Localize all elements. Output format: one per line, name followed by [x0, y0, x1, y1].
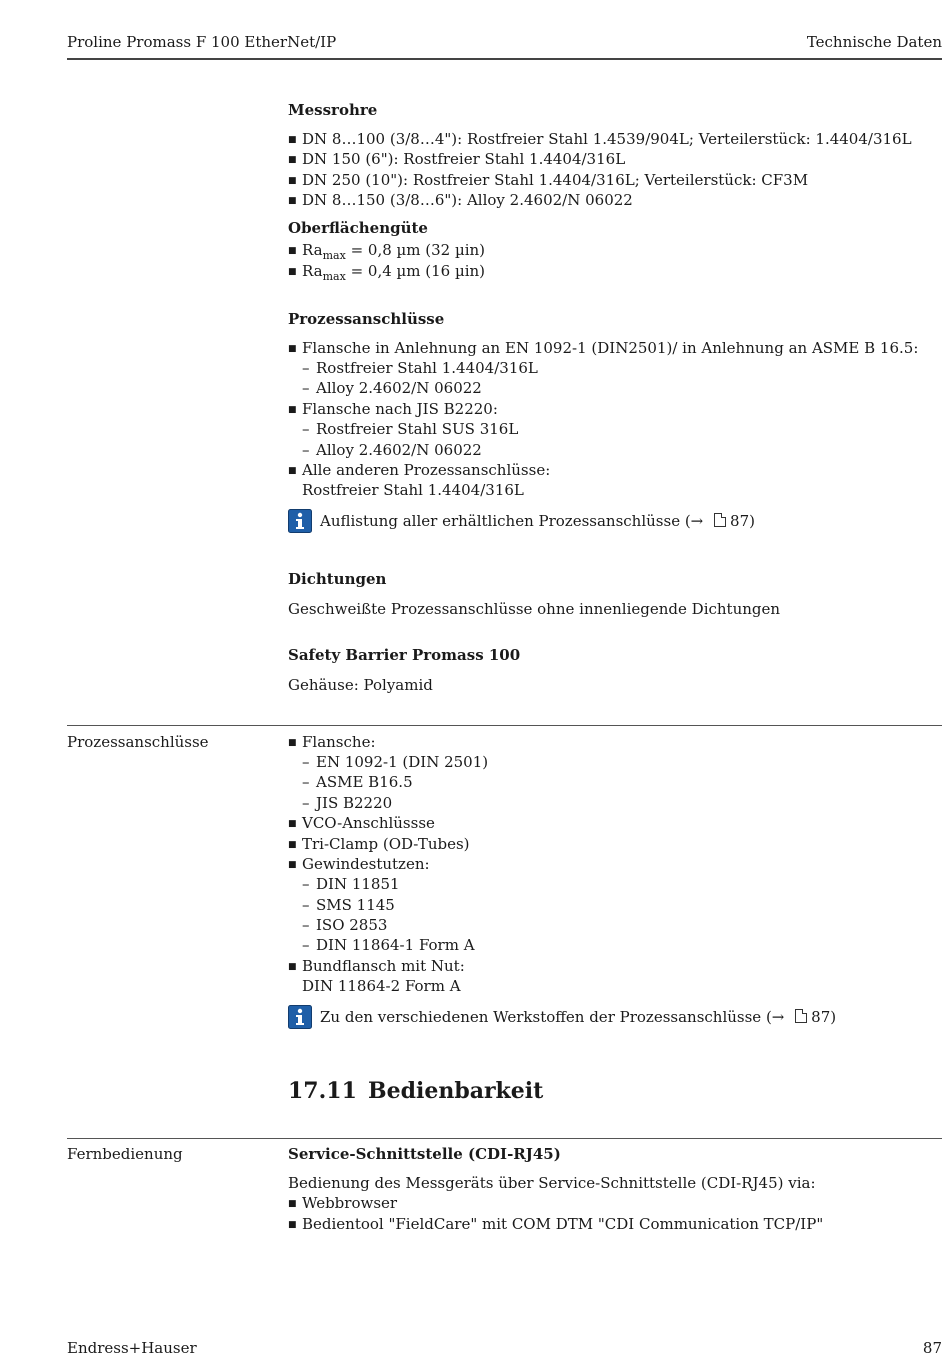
list-item: ■ Flansche nach JIS B2220: — [288, 399, 498, 420]
sub-list-item: – SMS 1145 — [288, 895, 395, 915]
fernbedienung-intro: Bedienung des Messgeräts über Service-Schnittstelle (CDI-RJ45) via: — [288, 1174, 816, 1192]
list-item: ■ DN 150 (6"): Rostfreier Stahl 1.4404/316L — [288, 149, 625, 170]
list-item: ■ DN 250 (10"): Rostfreier Stahl 1.4404/316L; Verteilerstück: CF3M — [288, 170, 808, 191]
list-item: ■ Tri-Clamp (OD-Tubes) — [288, 834, 470, 855]
sub-list-item: – Rostfreier Stahl SUS 316L — [288, 419, 518, 439]
sub-list-item: – ISO 2853 — [288, 915, 387, 935]
list-item: ■ Alle anderen Prozessanschlüsse: — [288, 460, 550, 481]
sub-list-item: – DIN 11851 — [288, 874, 400, 894]
page-ref[interactable]: 87) — [811, 1008, 837, 1026]
sub-list-item: – EN 1092-1 (DIN 2501) — [288, 752, 488, 772]
fernbedienung-heading: Service-Schnittstelle (CDI-RJ45) — [288, 1145, 561, 1163]
side-label-prozessanschluesse: Prozessanschlüsse — [67, 733, 209, 751]
footer-brand: Endress+Hauser — [67, 1339, 197, 1357]
list-item: ■ Flansche in Anlehnung an EN 1092-1 (DIN2501)/ in Anlehnung an ASME B 16.5: — [288, 338, 918, 359]
list-item-continuation: Rostfreier Stahl 1.4404/316L — [302, 481, 524, 499]
list-item: ■ Flansche: — [288, 732, 376, 753]
prozess-werkstoffe-heading: Prozessanschlüsse — [288, 310, 445, 328]
messrohre-heading: Messrohre — [288, 101, 378, 119]
list-item: ■ VCO-Anschlüssse — [288, 813, 435, 834]
list-item: ■ Bedientool "FieldCare" mit COM DTM "CDI Communication TCP/IP" — [288, 1214, 823, 1235]
list-item: ■ $Ra_{max} = 0,4$ µm (16 µin) — [288, 261, 485, 287]
info-note-text: Zu den verschiedenen Werkstoffen der Prozessanschlüsse (→ — [320, 1008, 790, 1026]
page-number: 87 — [922, 1339, 942, 1357]
page-ref-icon — [714, 513, 726, 527]
safety-heading: Safety Barrier Promass 100 — [288, 646, 521, 664]
sub-list-item: – ASME B16.5 — [288, 772, 413, 792]
safety-text: Gehäuse: Polyamid — [288, 676, 433, 694]
list-item: ■ DN 8…100 (3/8…4"): Rostfreier Stahl 1.4539/904L; Verteilerstück: 1.4404/316L — [288, 129, 912, 150]
header-rule — [67, 58, 942, 60]
info-note — [288, 1005, 836, 1029]
section-divider — [67, 1138, 942, 1139]
list-item-continuation: DIN 11864-2 Form A — [302, 977, 461, 995]
section-number: 17.11 — [288, 1078, 357, 1104]
list-item: ■ Bundflansch mit Nut: — [288, 956, 465, 977]
list-item: ■ DN 8…150 (3/8…6"): Alloy 2.4602/N 06022 — [288, 190, 633, 211]
side-label-fernbedienung: Fernbedienung — [67, 1145, 183, 1163]
section-heading — [288, 1078, 543, 1104]
info-note — [288, 509, 755, 533]
page-ref[interactable]: 87) — [730, 512, 755, 530]
dichtungen-heading: Dichtungen — [288, 570, 387, 588]
info-note-text: Auflistung aller erhältlichen Prozessanschlüsse (→ — [320, 512, 709, 530]
dichtungen-text: Geschweißte Prozessanschlüsse ohne innenliegende Dichtungen — [288, 600, 781, 618]
header-title: Proline Promass F 100 EtherNet/IP — [67, 33, 337, 51]
sub-list-item: – DIN 11864-1 Form A — [288, 935, 475, 955]
sub-list-item: – Alloy 2.4602/N 06022 — [288, 440, 482, 460]
list-item: ■ Gewindestutzen: — [288, 854, 430, 875]
info-icon — [288, 509, 312, 533]
list-item: ■ Webbrowser — [288, 1193, 397, 1214]
sub-list-item: – JIS B2220 — [288, 793, 392, 813]
info-icon — [288, 1005, 312, 1029]
sub-list-item: – Alloy 2.4602/N 06022 — [288, 378, 482, 398]
page-ref-icon — [795, 1009, 807, 1023]
oberflaeche-heading: Oberflächengüte — [288, 219, 428, 237]
section-divider — [67, 725, 942, 726]
header-chapter: Technische Daten — [806, 33, 942, 51]
sub-list-item: – Rostfreier Stahl 1.4404/316L — [288, 358, 538, 378]
section-title: Bedienbarkeit — [368, 1078, 544, 1104]
list-item: ■ $Ra_{max} = 0,8$ µm (32 µin) — [288, 240, 485, 266]
